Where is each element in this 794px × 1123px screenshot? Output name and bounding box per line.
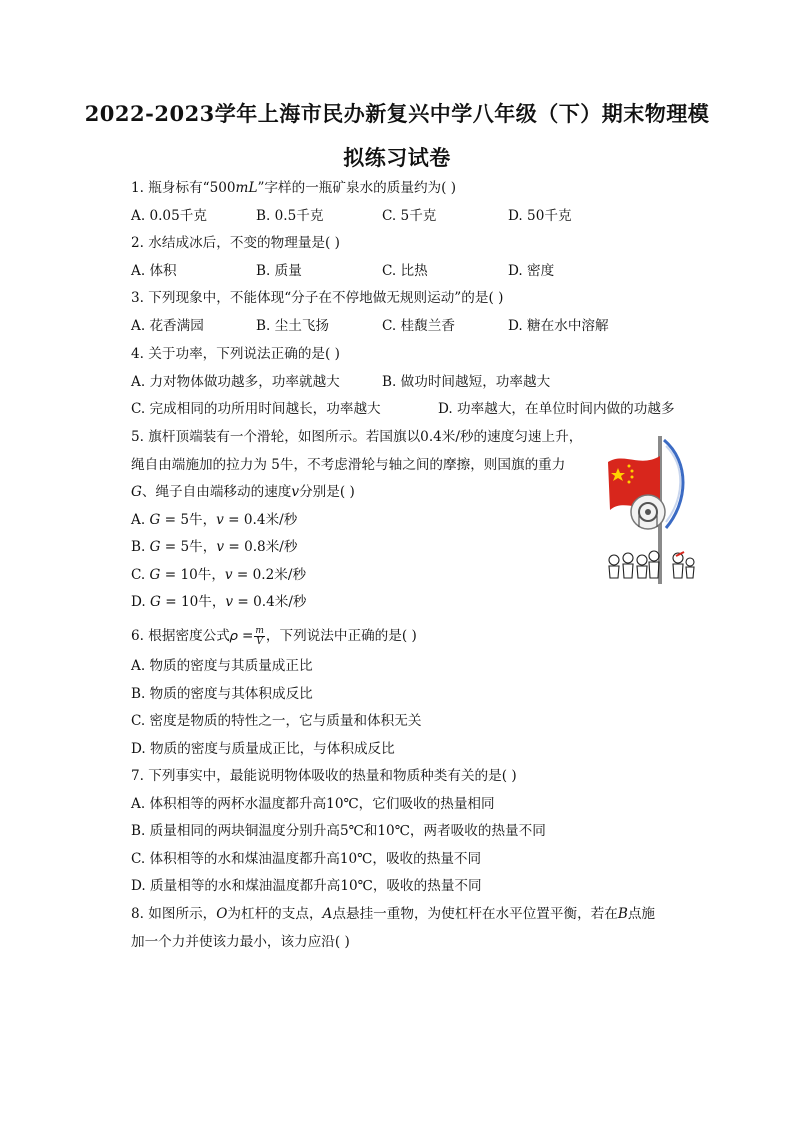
question-6-stem-post: ，下列说法中正确的是( ): [265, 628, 417, 644]
question-6-stem: [131, 626, 417, 647]
question-7-option-a: A. 体积相等的两杯水温度都升高10℃，它们吸收的热量相同: [131, 796, 495, 812]
child-head: [686, 558, 694, 566]
question-4-option-d: D. 功率越大，在单位时间内做的功越多: [438, 401, 675, 417]
child-head: [637, 555, 647, 565]
child-body: [609, 566, 619, 578]
question-7-option-b: B. 质量相同的两块铜温度分别升高5℃和10℃，两者吸收的热量不同: [131, 823, 546, 839]
child-body: [637, 566, 647, 578]
question-3-option-c: C. 桂馥兰香: [382, 318, 455, 334]
flag-star-small: [628, 465, 631, 468]
question-2-stem: 2. 水结成冰后，不变的物理量是( ): [131, 235, 340, 251]
question-2-option-d: D. 密度: [508, 263, 555, 279]
question-1-option-b: B. 0.5千克: [256, 208, 324, 224]
question-5-option-d: D. 𝐺 = 10牛，𝑣 = 0.4米/秒: [131, 594, 307, 610]
question-5-option-c: C. 𝐺 = 10牛，𝑣 = 0.2米/秒: [131, 567, 307, 583]
question-4-stem: 4. 关于功率，下列说法正确的是( ): [131, 346, 340, 362]
question-6-option-b: B. 物质的密度与其体积成反比: [131, 686, 313, 702]
question-4-option-a: A. 力对物体做功越多，功率就越大: [131, 374, 340, 390]
fraction-denominator: 𝑉: [256, 637, 263, 647]
children-group: [609, 551, 694, 578]
flag-star-small: [631, 470, 634, 473]
question-6-option-a: A. 物质的密度与其质量成正比: [131, 658, 313, 674]
pulley-axle: [645, 509, 651, 515]
child-body: [623, 564, 633, 578]
child-body: [686, 567, 694, 578]
question-4-option-b: B. 做功时间越短，功率越大: [382, 374, 551, 390]
exam-title-line1: 2022-2023学年上海市民办新复兴中学八年级（下）期末物理模: [84, 101, 710, 126]
child-head: [609, 555, 619, 565]
question-2-option-c: C. 比热: [382, 263, 428, 279]
question-2-option-b: B. 质量: [256, 263, 302, 279]
question-5-option-b: B. 𝐺 = 5牛，𝑣 = 0.8米/秒: [131, 539, 298, 555]
question-3-stem: 3. 下列现象中，不能体现“分子在不停地做无规则运动”的是( ): [131, 290, 504, 306]
question-8-stem-line1: 8. 如图所示，𝑂为杠杆的支点，𝐴点悬挂一重物，为使杠杆在水平位置平衡，若在𝐵点施: [131, 906, 656, 922]
question-6-stem-pre: 6. 根据密度公式𝜌 =: [131, 628, 254, 644]
child-head: [649, 551, 659, 561]
question-3-option-d: D. 糖在水中溶解: [508, 318, 609, 334]
flag-star-small: [631, 476, 634, 479]
question-1-option-a: A. 0.05千克: [131, 208, 207, 224]
fraction-numerator: 𝑚: [255, 626, 264, 636]
question-5-stem-line3: 𝐺、绳子自由端移动的速度𝑣分别是( ): [131, 484, 355, 500]
exam-title-line2: 拟练习试卷: [343, 145, 451, 170]
question-6-option-d: D. 物质的密度与质量成正比，与体积成反比: [131, 741, 395, 757]
question-1-option-d: D. 50千克: [508, 208, 572, 224]
question-5-option-a: A. 𝐺 = 5牛，𝑣 = 0.4米/秒: [131, 512, 298, 528]
question-3-option-a: A. 花香满园: [131, 318, 204, 334]
question-5-stem-line2: 绳自由端施加的拉力为 5牛，不考虑滑轮与轴之间的摩擦，则国旗的重力: [131, 457, 566, 473]
child-body: [673, 564, 683, 578]
question-6-option-c: C. 密度是物质的特性之一，它与质量和体积无关: [131, 713, 422, 729]
question-7-stem: 7. 下列事实中，最能说明物体吸收的热量和物质种类有关的是( ): [131, 768, 517, 784]
flag-star-small: [628, 481, 631, 484]
child-head: [623, 553, 633, 563]
question-8-stem-line2: 加一个力并使该力最小，该力应沿( ): [131, 934, 350, 950]
question-4-option-c: C. 完成相同的功所用时间越长，功率越大: [131, 401, 381, 417]
question-7-option-c: C. 体积相等的水和煤油温度都升高10℃，吸收的热量不同: [131, 851, 482, 867]
density-formula-fraction: [254, 626, 265, 647]
child-body: [649, 562, 659, 578]
question-1-option-c: C. 5千克: [382, 208, 437, 224]
question-2-option-a: A. 体积: [131, 263, 177, 279]
question-5-stem-line1: 5. 旗杆顶端装有一个滑轮，如图所示。若国旗以0.4米/秒的速度匀速上升，: [131, 429, 583, 445]
question-1-stem: 1. 瓶身标有“500𝑚𝐿”字样的一瓶矿泉水的质量约为( ): [131, 180, 457, 196]
question-7-option-d: D. 质量相等的水和煤油温度都升高10℃，吸收的热量不同: [131, 878, 482, 894]
flag-pulley-illustration: [604, 432, 696, 594]
question-3-option-b: B. 尘土飞扬: [256, 318, 330, 334]
